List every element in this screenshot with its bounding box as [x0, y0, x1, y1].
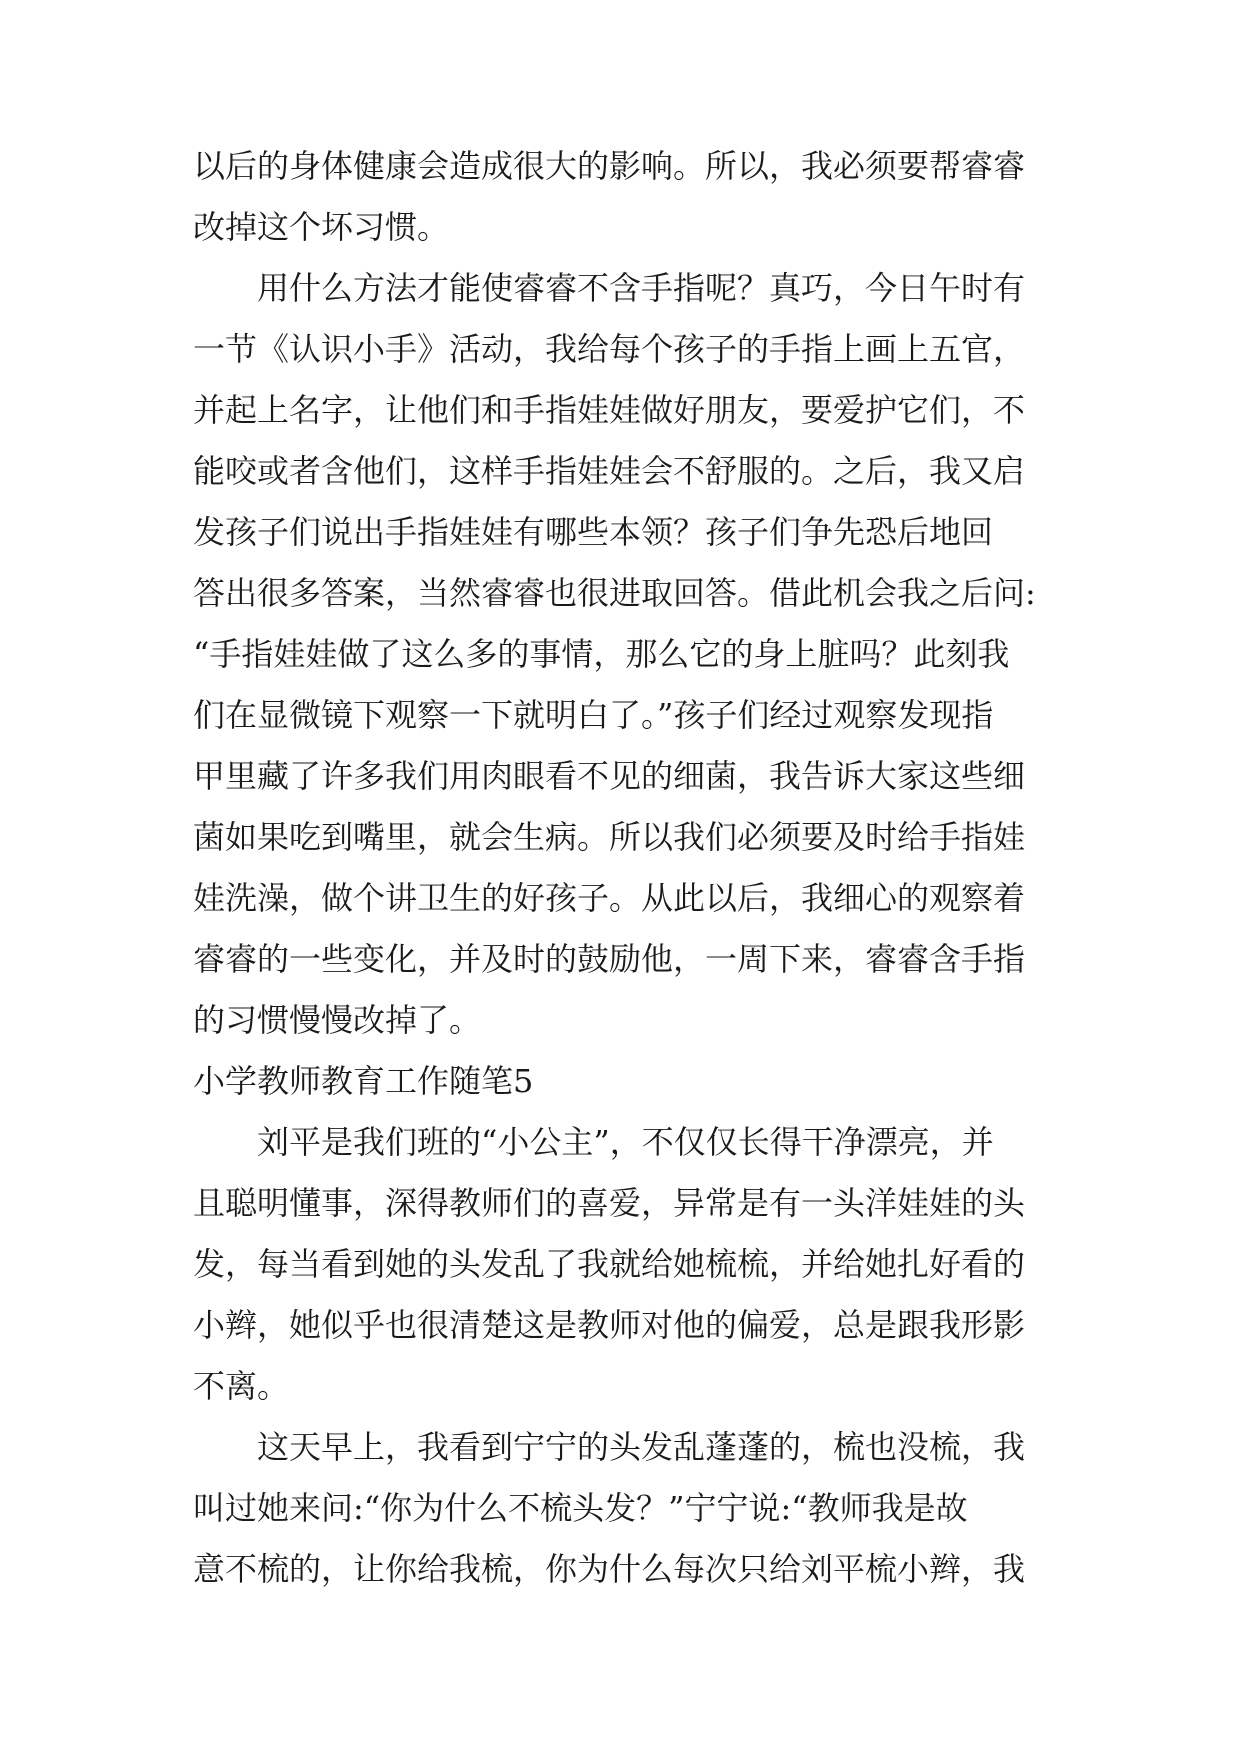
text-line: 甲里藏了许多我们用肉眼看不见的细菌，我告诉大家这些细 — [193, 757, 1026, 795]
text-line: 一节《认识小手》活动，我给每个孩子的手指上画上五官， — [193, 330, 1026, 368]
text-line: 用什么方法才能使睿睿不含手指呢？真巧，今日午时有 — [257, 269, 1026, 307]
text-line: 并起上名字，让他们和手指娃娃做好朋友，要爱护它们，不 — [193, 391, 1026, 429]
text-line: 小辫，她似乎也很清楚这是教师对他的偏爱，总是跟我形影 — [193, 1306, 1026, 1344]
text-line: 们在显微镜下观察一下就明白了。”孩子们经过观察发现指 — [193, 696, 994, 734]
text-line: 叫过她来问:“你为什么不梳头发？”宁宁说:“教师我是故 — [193, 1489, 968, 1527]
text-line: 娃洗澡，做个讲卫生的好孩子。从此以后，我细心的观察着 — [193, 879, 1026, 917]
text-line: 菌如果吃到嘴里，就会生病。所以我们必须要及时给手指娃 — [193, 818, 1026, 856]
text-line: 的习惯慢慢改掉了。 — [193, 1001, 482, 1039]
text-line: 睿睿的一些变化，并及时的鼓励他，一周下来，睿睿含手指 — [193, 940, 1026, 978]
text-line: 发，每当看到她的头发乱了我就给她梳梳，并给她扎好看的 — [193, 1245, 1026, 1283]
text-line: 改掉这个坏习惯。 — [193, 208, 450, 246]
text-line: “手指娃娃做了这么多的事情，那么它的身上脏吗？此刻我 — [193, 635, 1010, 673]
text-line: 能咬或者含他们，这样手指娃娃会不舒服的。之后，我又启 — [193, 452, 1026, 490]
text-line: 刘平是我们班的“小公主”，不仅仅长得干净漂亮，并 — [257, 1123, 994, 1161]
text-line: 以后的身体健康会造成很大的影响。所以，我必须要帮睿睿 — [193, 147, 1026, 185]
text-line: 不离。 — [193, 1367, 290, 1405]
section-heading: 小学教师教育工作随笔5 — [193, 1062, 534, 1100]
text-line: 意不梳的，让你给我梳，你为什么每次只给刘平梳小辫，我 — [193, 1550, 1026, 1588]
text-line: 答出很多答案，当然睿睿也很进取回答。借此机会我之后问: — [193, 574, 1036, 612]
body-text — [193, 136, 1073, 1600]
text-line: 且聪明懂事，深得教师们的喜爱，异常是有一头洋娃娃的头 — [193, 1184, 1026, 1222]
text-line: 这天早上，我看到宁宁的头发乱蓬蓬的，梳也没梳，我 — [257, 1428, 1026, 1466]
text-line: 发孩子们说出手指娃娃有哪些本领？孩子们争先恐后地回 — [193, 513, 994, 551]
